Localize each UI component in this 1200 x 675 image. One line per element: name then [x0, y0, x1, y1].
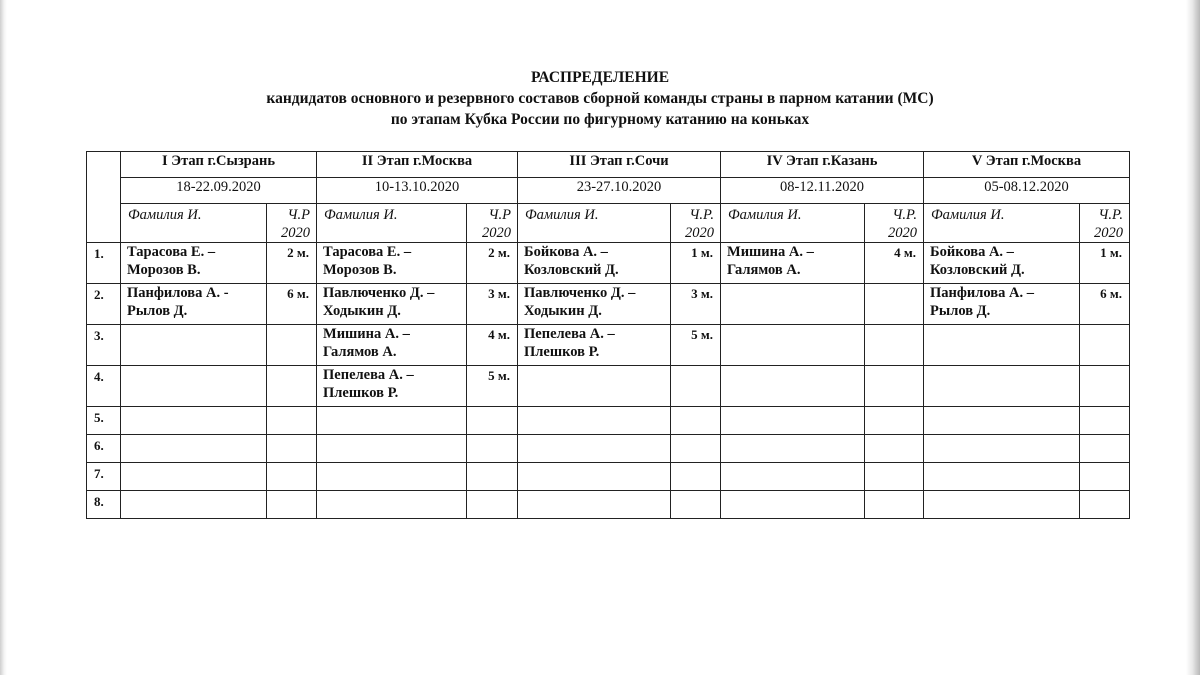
- table-row: [87, 284, 1130, 325]
- pair-name-cell: [121, 325, 267, 366]
- pair-name-cell: Пепелева А. – Плешков Р.: [518, 325, 671, 366]
- stage-dates-row: [87, 178, 1130, 204]
- result-cell: 4 м.: [467, 325, 518, 366]
- pair-name-cell: [518, 366, 671, 407]
- result-cell: [865, 366, 924, 407]
- pair-name-cell: [721, 325, 865, 366]
- pair-name-cell: [317, 463, 467, 491]
- pair-name-cell: Бойкова А. – Козловский Д.: [924, 243, 1080, 284]
- result-cell: [467, 463, 518, 491]
- pair-name-cell: [317, 491, 467, 519]
- result-cell: 2 м.: [467, 243, 518, 284]
- pair-name-cell: Мишина А. – Галямов А.: [721, 243, 865, 284]
- table-row: [87, 463, 1130, 491]
- table-row: [87, 366, 1130, 407]
- stage-4-result-header: Ч.Р. 2020: [865, 204, 924, 243]
- row-number: 3.: [87, 325, 121, 366]
- result-cell: [865, 407, 924, 435]
- stage-2-dates: 10-13.10.2020: [317, 178, 518, 204]
- pair-name-cell: [121, 435, 267, 463]
- result-cell: 3 м.: [467, 284, 518, 325]
- row-number: 6.: [87, 435, 121, 463]
- stage-1-name: I Этап г.Сызрань: [121, 152, 317, 178]
- pair-name-cell: [721, 491, 865, 519]
- document-title: [0, 67, 1200, 130]
- pair-name-cell: [721, 284, 865, 325]
- result-cell: [267, 463, 317, 491]
- pair-name-cell: [121, 491, 267, 519]
- result-cell: [267, 366, 317, 407]
- table-row: [87, 435, 1130, 463]
- result-cell: [1080, 491, 1130, 519]
- row-number: 2.: [87, 284, 121, 325]
- result-cell: [865, 284, 924, 325]
- result-cell: [671, 491, 721, 519]
- stage-3-dates: 23-27.10.2020: [518, 178, 721, 204]
- pair-name-cell: [924, 435, 1080, 463]
- pair-name-cell: [924, 463, 1080, 491]
- result-cell: 2 м.: [267, 243, 317, 284]
- result-cell: [671, 407, 721, 435]
- number-header-cell: [87, 152, 121, 243]
- row-number: 1.: [87, 243, 121, 284]
- pair-name-cell: [121, 407, 267, 435]
- stage-5-dates: 05-08.12.2020: [924, 178, 1130, 204]
- result-cell: 4 м.: [865, 243, 924, 284]
- stage-2-name: II Этап г.Москва: [317, 152, 518, 178]
- stage-4-name-header: Фамилия И.: [721, 204, 865, 243]
- result-cell: [1080, 325, 1130, 366]
- pair-name-cell: Тарасова Е. – Морозов В.: [121, 243, 267, 284]
- result-cell: [1080, 407, 1130, 435]
- row-number: 7.: [87, 463, 121, 491]
- pair-name-cell: Панфилова А. - Рылов Д.: [121, 284, 267, 325]
- stage-2-name-header: Фамилия И.: [317, 204, 467, 243]
- stage-1-name-header: Фамилия И.: [121, 204, 267, 243]
- stage-5-name-header: Фамилия И.: [924, 204, 1080, 243]
- stage-2-result-header: Ч.Р 2020: [467, 204, 518, 243]
- row-number: 4.: [87, 366, 121, 407]
- stage-header-row: [87, 152, 1130, 178]
- pair-name-cell: [721, 366, 865, 407]
- result-cell: 1 м.: [1080, 243, 1130, 284]
- stage-3-result-header: Ч.Р. 2020: [671, 204, 721, 243]
- pair-name-cell: Мишина А. – Галямов А.: [317, 325, 467, 366]
- result-cell: [267, 435, 317, 463]
- result-cell: [267, 325, 317, 366]
- pair-name-cell: Бойкова А. – Козловский Д.: [518, 243, 671, 284]
- result-cell: [467, 491, 518, 519]
- pair-name-cell: Павлюченко Д. – Ходыкин Д.: [518, 284, 671, 325]
- result-cell: 3 м.: [671, 284, 721, 325]
- stage-5-result-header: Ч.Р. 2020: [1080, 204, 1130, 243]
- stage-3-name: III Этап г.Сочи: [518, 152, 721, 178]
- pair-name-cell: [924, 325, 1080, 366]
- stage-3-name-header: Фамилия И.: [518, 204, 671, 243]
- result-cell: 6 м.: [1080, 284, 1130, 325]
- table-row: [87, 325, 1130, 366]
- pair-name-cell: [518, 491, 671, 519]
- distribution-table: [86, 151, 1130, 519]
- result-cell: 5 м.: [671, 325, 721, 366]
- result-cell: [1080, 366, 1130, 407]
- pair-name-cell: [924, 366, 1080, 407]
- column-subheader-row: [87, 204, 1130, 243]
- result-cell: [267, 491, 317, 519]
- result-cell: [671, 366, 721, 407]
- pair-name-cell: [924, 407, 1080, 435]
- result-cell: [1080, 463, 1130, 491]
- title-line-1: РАСПРЕДЕЛЕНИЕ: [530, 69, 670, 86]
- pair-name-cell: [518, 435, 671, 463]
- result-cell: 5 м.: [467, 366, 518, 407]
- pair-name-cell: [518, 407, 671, 435]
- row-number: 8.: [87, 491, 121, 519]
- pair-name-cell: [721, 463, 865, 491]
- result-cell: [865, 435, 924, 463]
- result-cell: 1 м.: [671, 243, 721, 284]
- result-cell: 6 м.: [267, 284, 317, 325]
- result-cell: [267, 407, 317, 435]
- result-cell: [865, 491, 924, 519]
- stage-4-name: IV Этап г.Казань: [721, 152, 924, 178]
- table-row: [87, 491, 1130, 519]
- pair-name-cell: Пепелева А. – Плешков Р.: [317, 366, 467, 407]
- table-row: [87, 407, 1130, 435]
- title-line-2: кандидатов основного и резервного составов сборной команды страны в парном катании (МС): [266, 90, 934, 107]
- stage-5-name: V Этап г.Москва: [924, 152, 1130, 178]
- title-line-3: по этапам Кубка России по фигурному катанию на коньках: [390, 111, 810, 128]
- pair-name-cell: [518, 463, 671, 491]
- pair-name-cell: [121, 463, 267, 491]
- pair-name-cell: [721, 435, 865, 463]
- pair-name-cell: [317, 407, 467, 435]
- table-row: [87, 243, 1130, 284]
- stage-1-result-header: Ч.Р 2020: [267, 204, 317, 243]
- pair-name-cell: Тарасова Е. – Морозов В.: [317, 243, 467, 284]
- pair-name-cell: [121, 366, 267, 407]
- row-number: 5.: [87, 407, 121, 435]
- pair-name-cell: [924, 491, 1080, 519]
- result-cell: [865, 325, 924, 366]
- result-cell: [671, 435, 721, 463]
- pair-name-cell: Панфилова А. – Рылов Д.: [924, 284, 1080, 325]
- result-cell: [1080, 435, 1130, 463]
- result-cell: [467, 407, 518, 435]
- pair-name-cell: [317, 435, 467, 463]
- stage-4-dates: 08-12.11.2020: [721, 178, 924, 204]
- stage-1-dates: 18-22.09.2020: [121, 178, 317, 204]
- result-cell: [671, 463, 721, 491]
- pair-name-cell: Павлюченко Д. – Ходыкин Д.: [317, 284, 467, 325]
- result-cell: [467, 435, 518, 463]
- pair-name-cell: [721, 407, 865, 435]
- result-cell: [865, 463, 924, 491]
